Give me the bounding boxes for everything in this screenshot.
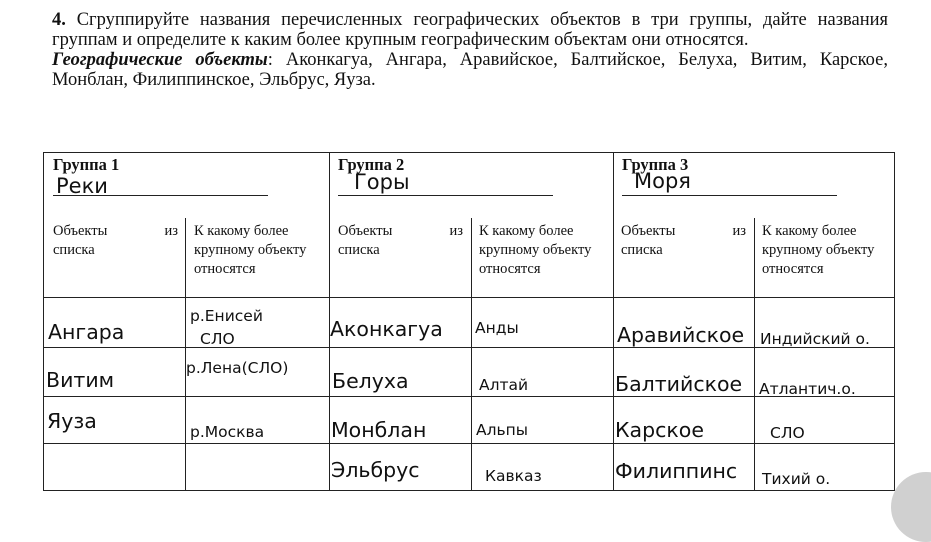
group-1-object-2: Витим: [46, 368, 115, 392]
group-2-relation-4: Кавказ: [485, 467, 542, 485]
group-3-name: Моря: [634, 169, 691, 193]
group-2-objects-header: Объекты из списка: [338, 223, 463, 258]
group-2-relation-header: К какому более крупному объекту относятся: [479, 223, 592, 277]
group-2-relation-3: Альпы: [476, 421, 529, 439]
task-text: [52, 10, 888, 90]
group-3-title: Группа 3: [622, 155, 689, 174]
group-2-object-2: Белуха: [332, 369, 409, 393]
group-1-relation-3: р.Москва: [190, 423, 265, 441]
corner-shadow: [891, 472, 931, 542]
group-3-relation-header: К какому более крупному объекту относятся: [762, 223, 875, 277]
group-2-name: Горы: [354, 170, 410, 194]
group-1-underline: [53, 195, 268, 196]
group-1-relation-1-extra: СЛО: [200, 330, 235, 348]
group-1-relation-2: р.Лена(СЛО): [186, 359, 289, 377]
group-2-object-4: Эльбрус: [331, 458, 420, 482]
group-2-object-1: Аконкагуа: [330, 317, 443, 341]
column-divider-3: [754, 218, 755, 490]
column-divider-1: [185, 218, 186, 490]
task-number: 4.: [52, 10, 66, 30]
group-divider-2: [613, 153, 614, 490]
group-3-relation-2: Атлантич.о.: [759, 380, 856, 398]
group-2-relation-1: Анды: [475, 319, 519, 337]
task-instruction: Сгруппируйте названия перечисленных географических объектов в три группы, дайте названия группам и определите к каким более крупным географическим объектам они относятся.: [52, 10, 889, 50]
group-3-relation-3: СЛО: [770, 424, 805, 442]
group-1-relation-header: К какому более крупному объекту относятся: [194, 223, 307, 277]
group-1-object-3: Яуза: [47, 409, 97, 433]
group-1-relation-1: р.Енисей: [190, 307, 263, 325]
group-2-title: Группа 2: [338, 155, 405, 174]
row-divider-3: [44, 443, 894, 444]
group-3-relation-4: Тихий о.: [762, 470, 831, 488]
group-1-objects-header: Объекты из списка: [53, 223, 178, 258]
group-3-object-4: Филиппинс: [615, 459, 738, 483]
group-1-object-1: Ангара: [48, 320, 125, 344]
group-3-relation-1: Индийский о.: [760, 330, 870, 348]
group-3-object-1: Аравийское: [617, 323, 745, 347]
objects-list: : Аконкагуа, Ангара, Аравийское, Балтийское, Белуха, Витим, Карское, Монблан, Филиппинское, Эльбрус, Яуза.: [52, 50, 888, 90]
group-1-title: Группа 1: [53, 155, 120, 174]
group-1-name: Реки: [56, 174, 108, 198]
objects-title: Географические объекты: [52, 50, 268, 70]
group-2-underline: [338, 195, 553, 196]
answer-table: [43, 152, 895, 491]
group-3-objects-header: Объекты из списка: [621, 223, 746, 258]
group-3-object-2: Балтийское: [615, 372, 743, 396]
group-3-underline: [622, 195, 837, 196]
row-divider-header: [44, 297, 894, 298]
group-3-object-3: Карское: [615, 418, 704, 442]
column-divider-2: [471, 218, 472, 490]
group-2-relation-2: Алтай: [479, 376, 529, 394]
group-2-object-3: Монблан: [331, 418, 427, 442]
